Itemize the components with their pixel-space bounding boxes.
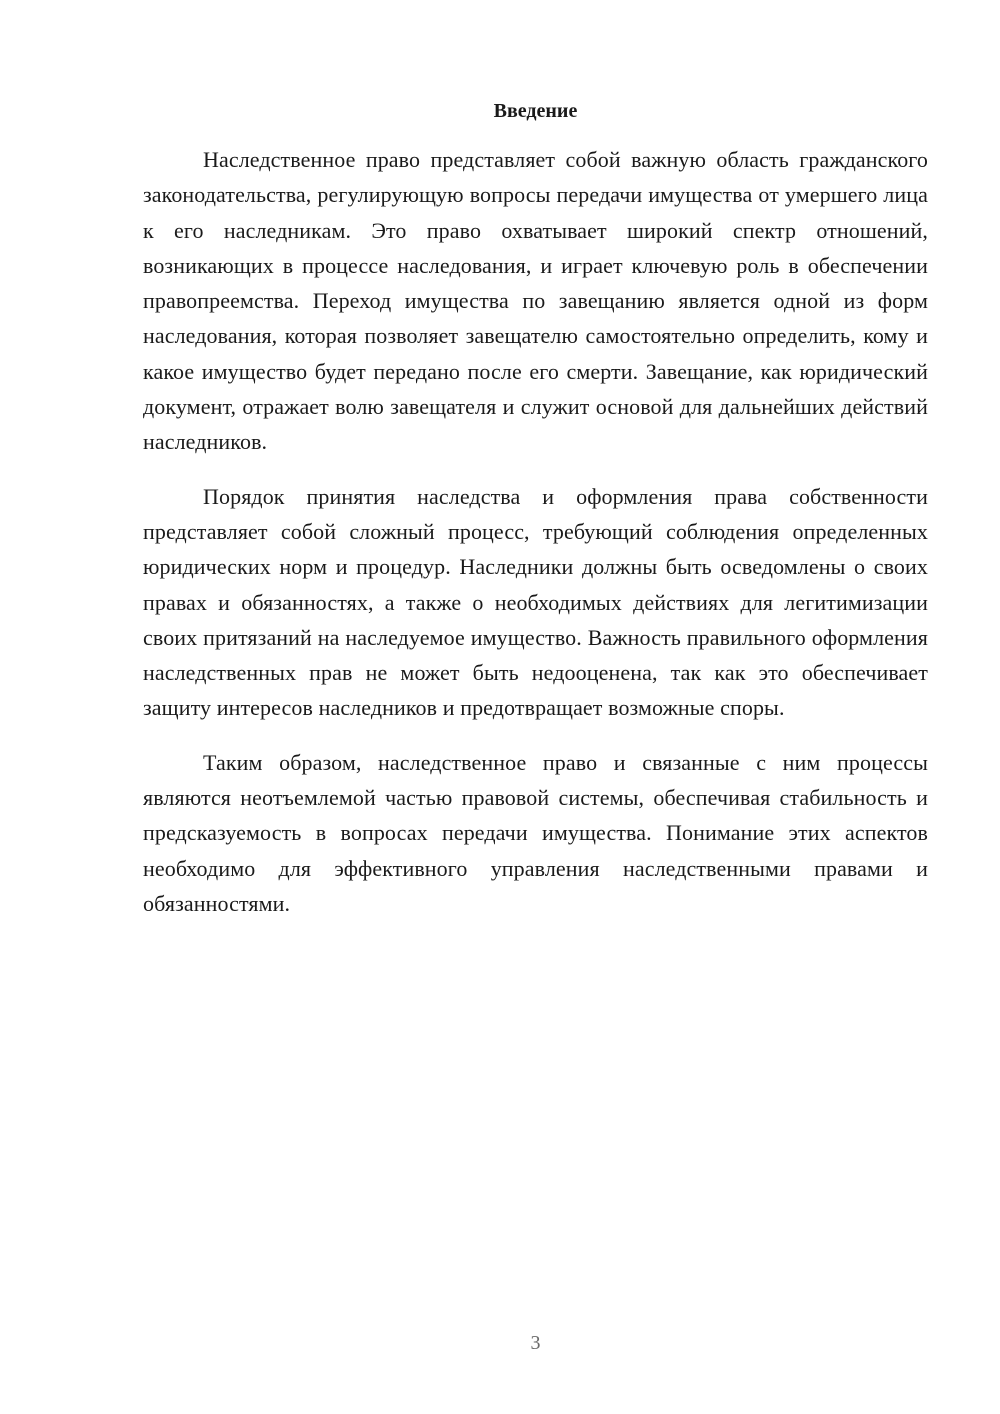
page-number: 3	[530, 1332, 541, 1354]
page-title: Введение	[493, 100, 578, 122]
paragraph-3: Таким образом, наследственное право и связанные с ним процессы являются неотъемлемой частью правовой системы, обеспечивая стабильность и предсказуемость в вопросах передачи имущества. Понимание этих аспектов необходимо для эффективного управления наследственными правами и обязанностями.	[143, 749, 928, 916]
paragraph-1: Наследственное право представляет собой важную область гражданского законодательства, регулирующую вопросы передачи имущества от умершего лица к его наследникам. Это право охватывает широкий спектр отношений, возникающих в процессе наследования, и играет ключевую роль в обеспечении правопреемства. Переход имущества по завещанию является одной из форм наследования, которая позволяет завещателю самостоятельно определить, кому и какое имущество будет передано после его смерти. Завещание, как юридический документ, отражает волю завещателя и служит основой для дальнейших действий наследников.	[143, 147, 928, 455]
paragraph-2: Порядок принятия наследства и оформления права собственности представляет собой сложный процесс, требующий соблюдения определенных юридических норм и процедур. Наследники должны быть осведомлены о своих правах и обязанностях, а также о необходимых действиях для легитимизации своих притязаний на наследуемое имущество. Важность правильного оформления наследственных прав не может быть недооценена, так как это обеспечивает защиту интересов наследников и предотвращает возможные споры.	[143, 483, 928, 721]
document-body	[143, 142, 928, 940]
